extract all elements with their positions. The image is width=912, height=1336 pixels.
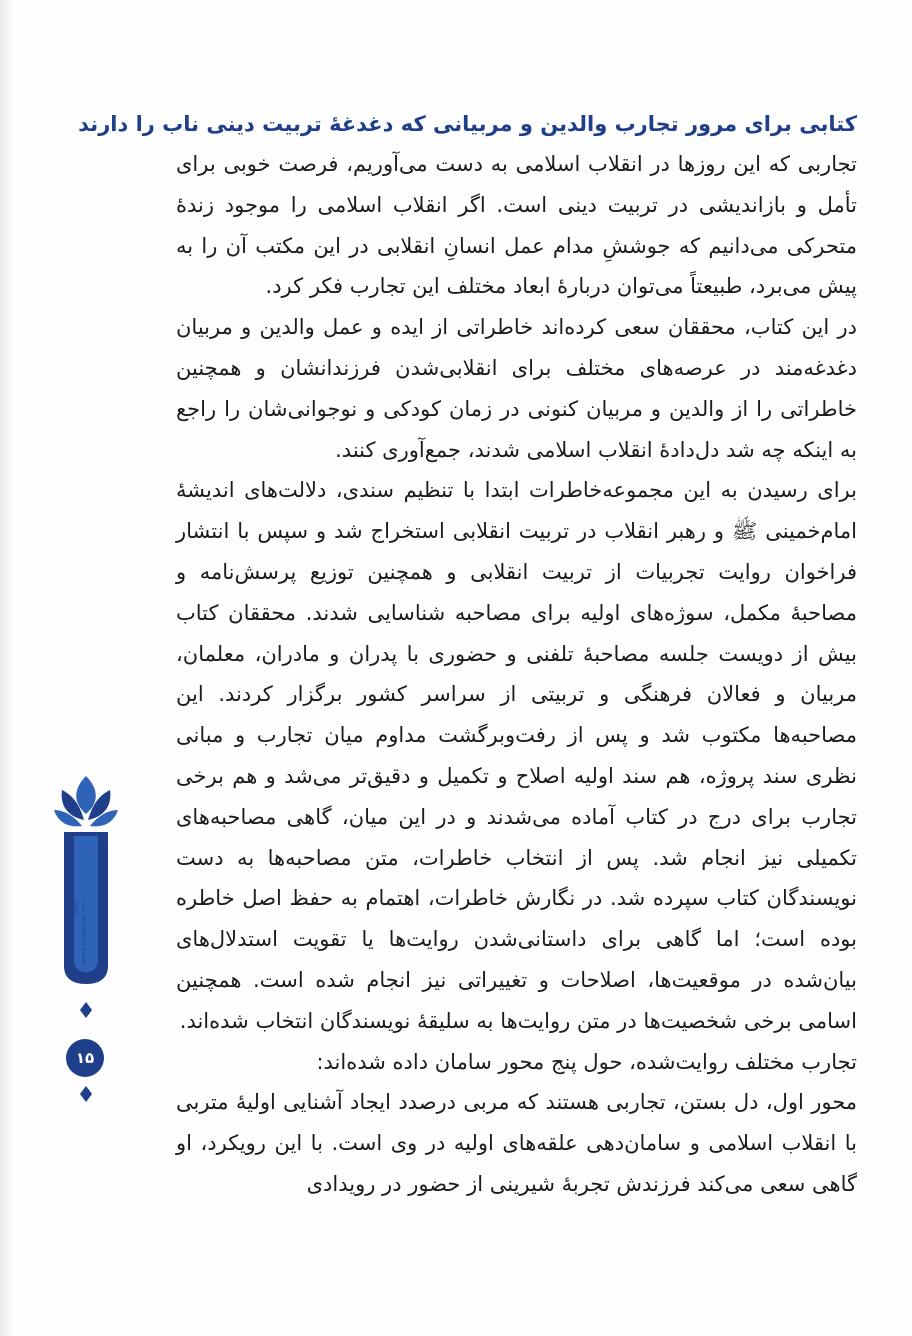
section-heading: کتابی برای مرور تجارب والدین و مربیانی که دغدغهٔ تربیت دینی ناب را دارند [78,112,857,136]
paragraph-4: تجارب مختلف روایت‌شده، حول پنج محور سامان داده شده‌اند: [316,1049,857,1074]
page-number: ۱۵ [66,1039,104,1077]
paragraph-3: برای رسیدن به این مجموعه‌خاطرات ابتدا با تنظیم سندی، دلالت‌های اندیشهٔ امام‌خمینی ﷺ و رهبر انقلاب در تربیت انقلابی استخراج شد و سپس با انتشار فراخوان روایت تجربیات از تربیت انقلابی و همچنین توزیع پرسش‌نامه و مصاحبهٔ مکمل، سوژه‌های اولیه برای مصاحبه شناسایی شدند. محققان کتاب بیش از دویست جلسه مصاحبهٔ تلفنی و حضوری با پدران و مادران، معلمان، مربیان و فعالان فرهنگی و تربیتی از سراسر کشور برگزار کردند. این مصاحبه‌ها مکتوب شد و پس از رفت‌وبرگشت مداوم میان تجارب و مبانی نظری سند پروژه، هم سند اولیه اصلاح و تکمیل و دقیق‌تر می‌شد و هم برخی تجارب برای درج در کتاب آماده می‌شدند و در این میان، گاهی مصاحبه‌های تکمیلی نیز انجام شد. پس از انتخاب خاطرات، متن مصاحبه‌ها به دست نویسندگان کتاب سپرده شد. در نگارش خاطرات، اهتمام به حفظ اصل خاطره بوده است؛ اما گاهی برای داستانی‌شدن روایت‌ها یا تقویت استدلال‌های بیان‌شده در موقعیت‌ها، اصلاحات و تغییراتی نیز انجام شده است. همچنین اسامی برخی شخصیت‌ها در متن روایت‌ها به سلیقهٔ نویسندگان انتخاب شده‌اند. [176,478,857,1033]
paragraph-2: در این کتاب، محققان سعی کرده‌اند خاطراتی از ایده و عمل والدین و مربیان دغدغه‌مند در عرصه‌های مختلف برای انقلابی‌شدن فرزندانشان و همچنین خاطراتی را از والدین و مربیان کنونی در زمان کودکی و نوجوانی‌شان را راجع به اینکه چه شد دل‌دادهٔ انقلاب اسلامی شدند، جمع‌آوری کنند. [176,315,857,462]
page-fold-shadow [0,0,14,1336]
series-caption: مجموعهٔ کتاب‌های جریان تربیت انقلابی [73,900,87,965]
paragraph-5: محور اول، دل بستن، تجاربی هستند که مربی درصدد ایجاد آشنایی اولیهٔ متربی با انقلاب اسلامی و سامان‌دهی علقه‌های اولیه در وی است. با این رویکرد، او گاهی سعی می‌کند فرزندش تجربهٔ شیرینی از حضور در رویدادی [176,1090,857,1196]
paragraph-1: تجاربی که این روزها در انقلاب اسلامی به دست می‌آوریم، فرصت خوبی برای تأمل و بازاندیشی در تربیت دینی است. اگر انقلاب اسلامی را موجود زندهٔ متحرکی می‌دانیم که جوششِ مدام عمل انسانِ انقلابی در این مکتب آن را به پیش می‌برد، طبیعتاً می‌توان دربارهٔ ابعاد مختلف این تجارب فکر کرد. [176,152,857,299]
